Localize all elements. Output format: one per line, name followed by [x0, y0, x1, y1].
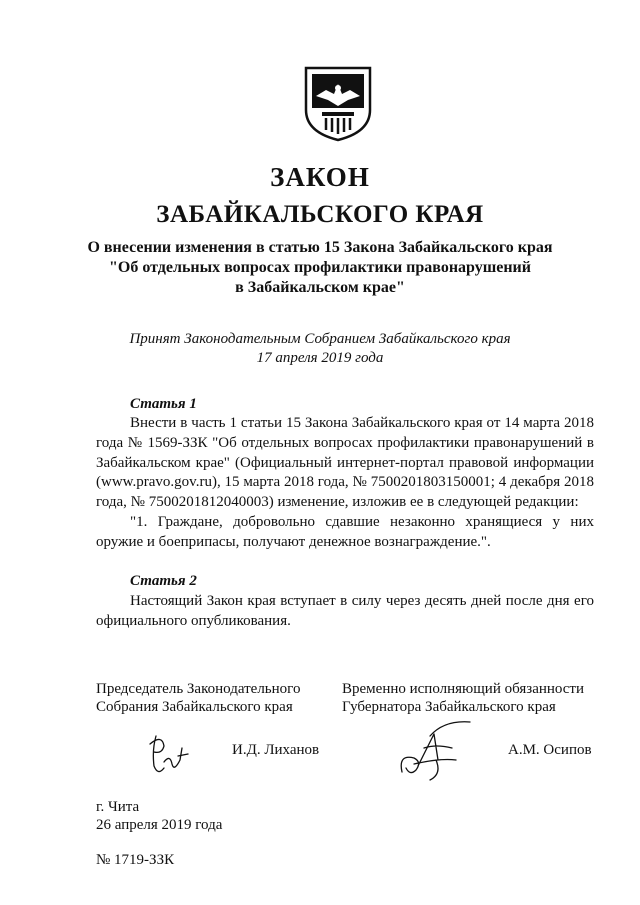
- chairman-title-line: Председатель Законодательного: [96, 681, 301, 697]
- adoption-body: Принят Законодательным Собранием Забайкальского края: [129, 331, 511, 347]
- region-title: ЗАБАЙКАЛЬСКОГО КРАЯ: [156, 201, 484, 228]
- article-2-body: [96, 592, 594, 632]
- article-2-heading: Статья 2: [130, 573, 197, 589]
- law-title: ЗАКОН: [270, 162, 370, 192]
- adoption-note: [0, 330, 640, 368]
- article-1-body: [96, 414, 594, 553]
- governor-name: А.М. Осипов: [508, 742, 592, 758]
- subtitle-line: "Об отдельных вопросах профилактики правонарушений: [109, 259, 531, 276]
- governor-signature: [396, 714, 476, 791]
- chairman-signature: [144, 732, 192, 785]
- article-1-quote: "1. Граждане, добровольно сдавшие незаконно хранящиеся у них оружие и боеприпасы, получают денежное вознаграждение.".: [96, 513, 594, 550]
- subtitle-line: О внесении изменения в статью 15 Закона Забайкальского края: [87, 239, 553, 256]
- article-1-heading: Статья 1: [130, 396, 197, 412]
- subtitle-line: в Забайкальском крае": [235, 279, 405, 296]
- coat-of-arms-icon: [302, 66, 374, 142]
- chairman-title: [96, 680, 300, 716]
- law-number: № 1719-ЗЗК: [96, 852, 175, 868]
- chairman-name: И.Д. Лиханов: [232, 742, 320, 758]
- law-subtitle: [0, 238, 640, 298]
- governor-title-line: Губернатора Забайкальского края: [342, 699, 556, 715]
- signing-date: 26 апреля 2019 года: [96, 817, 223, 833]
- governor-title-line: Временно исполняющий обязанности: [342, 681, 585, 697]
- chairman-title-line: Собрания Забайкальского края: [96, 699, 293, 715]
- city: г. Чита: [96, 799, 140, 815]
- adoption-date: 17 апреля 2019 года: [256, 350, 384, 366]
- article-1-paragraph: Внести в часть 1 статьи 15 Закона Забайкальского края от 14 марта 2018 года № 1569-ЗЗК "Об отдельных вопросах профилактики правонарушений в Забайкальском крае" (Официальный интернет-портал правовой информации (www.pravo.gov.ru), 15 марта 2018 года, № 7500201803150001; 4 декабря 2018 года, № 7500201812040003) изменение, изложив ее в следующей редакции:: [96, 415, 594, 511]
- governor-title: [342, 680, 584, 716]
- article-2-paragraph: Настоящий Закон края вступает в силу через десять дней после дня его официального опубликования.: [96, 593, 594, 629]
